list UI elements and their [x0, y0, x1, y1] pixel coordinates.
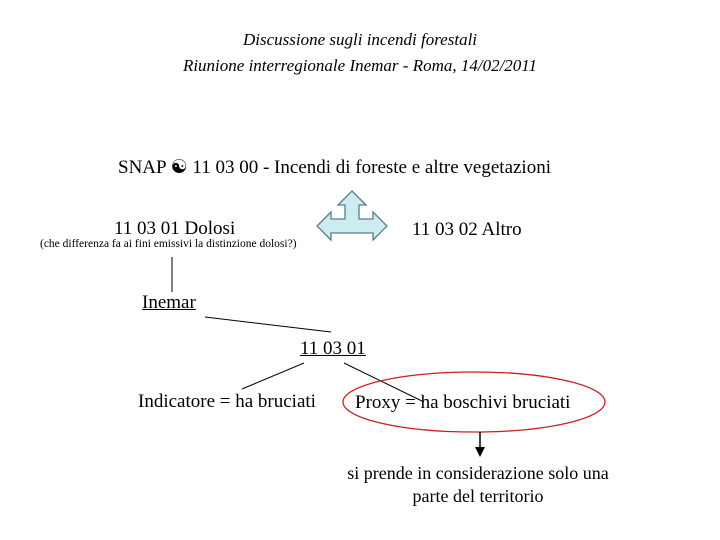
conclusion-text: si prende in considerazione solo una parte del territorio: [347, 463, 609, 506]
slide-subtitle: Riunione interregionale Inemar - Roma, 14/02/2011: [182, 56, 538, 75]
yin-yang-icon: ☯: [170, 157, 188, 178]
three-way-arrow-icon: [317, 191, 387, 240]
proxy-label: Proxy = ha boschivi bruciati: [355, 392, 571, 413]
slide-title: Discussione sugli incendi forestali: [242, 30, 478, 49]
node-to-indicator-line: [242, 363, 304, 389]
branch-note: (che differenza fa ai fini emissivi la distinzione dolosi?): [40, 238, 297, 250]
node-code: 11 03 01: [300, 338, 366, 359]
indicator-label: Indicatore = ha bruciati: [138, 391, 316, 412]
snap-prefix: SNAP: [118, 157, 166, 178]
branch-dolosi: 11 03 01 Dolosi: [114, 218, 236, 239]
inemar-label: Inemar: [142, 292, 196, 313]
snap-description: 11 03 00 - Incendi di foreste e altre vegetazioni: [192, 157, 551, 178]
arrowhead-icon: [475, 447, 485, 457]
inemar-to-node-line: [205, 317, 331, 332]
branch-altro: 11 03 02 Altro: [412, 219, 522, 240]
